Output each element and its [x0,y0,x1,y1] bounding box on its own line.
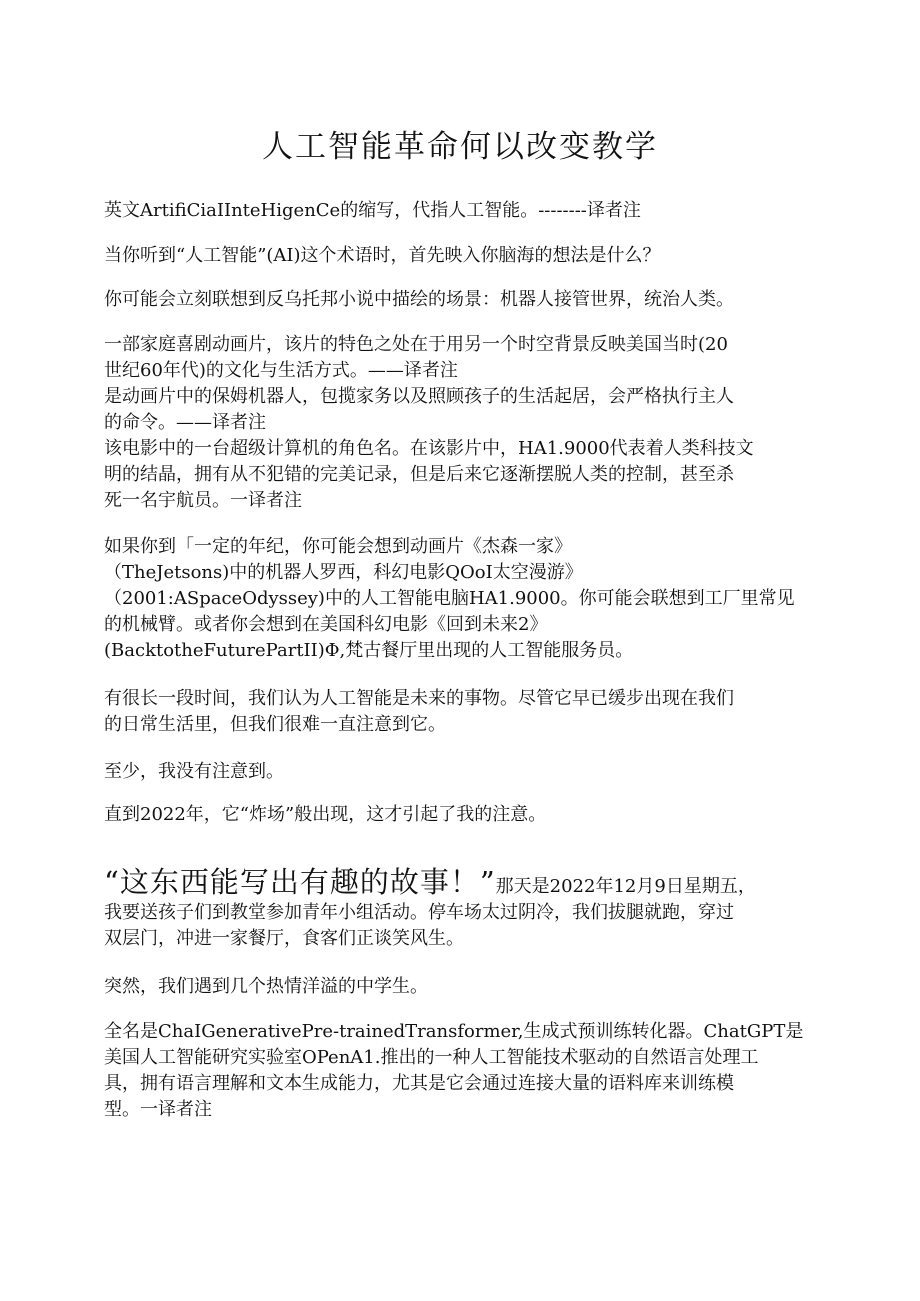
text-line: 的日常生活里，但我们很难一直注意到它。 [104,714,446,735]
translator-notes-block [104,332,814,514]
pull-quote: “这东西能写出有趣的故事！” [104,865,496,899]
paragraph-story [104,866,814,952]
text-line: 型。一译者注 [104,1099,212,1120]
story-first-line [104,866,814,900]
paragraph-students: 突然，我们遇到几个热情洋溢的中学生。 [104,976,428,997]
text-line: 那天是2022年12月9日星期五， [495,876,756,897]
text-line: 的机械臂。或者你会想到在美国科幻电影《回到未来2》 [104,614,548,635]
page-title: 人工智能革命何以改变教学 [262,129,658,165]
text-line: 是动画片中的保姆机器人，包揽家务以及照顾孩子的生活起居，会严格执行主人 [104,386,734,407]
text-line: 双层门，冲进一家餐厅，食客们正谈笑风生。 [104,928,464,949]
text-line: 如果你到「一定的年纪，你可能会想到动画片《杰森一家》 [104,536,572,557]
text-line: 我要送孩子们到教堂参加青年小组活动。停车场太过阴冷，我们拔腿就跑，穿过 [104,902,734,923]
text-line: （2001:ASpaceOdyssey)中的人工智能电脑HA1.9000。你可能会联想到工厂里常见 [104,588,795,609]
text-line: 死一名宇航员。一译者注 [104,490,302,511]
text-line: 全名是ChaIGenerativePre-trainedTransformer,生成式预训练转化器。ChatGPT是 [104,1021,804,1042]
text-line: 世纪60年代)的文化与生活方式。——译者注 [104,360,458,381]
text-line: 的命令。——译者注 [104,412,266,433]
text-line: （TheJetsons)中的机器人罗西，科幻电影QOoI太空漫游》 [104,562,583,583]
paragraph-not-noticed: 至少，我没有注意到。 [104,761,284,782]
paragraph-question: 当你听到“人工智能”(AI)这个术语时，首先映入你脑海的想法是什么？ [104,245,661,266]
text-line: 具，拥有语言理解和文本生成能力，尤其是它会通过连接大量的语料库来训练模 [104,1073,734,1094]
paragraph-dystopia: 你可能会立刻联想到反乌托邦小说中描绘的场景：机器人接管世界，统治人类。 [104,289,734,310]
text-line: (BacktotheFuturePartII)Φ,梵古餐厅里出现的人工智能服务员。 [104,640,634,661]
text-line: 一部家庭喜剧动画片，该片的特色之处在于用另一个时空背景反映美国当时(20 [104,334,728,355]
paragraph-2022: 直到2022年，它“炸场”般出现，这才引起了我的注意。 [104,804,547,825]
translator-note-ai: 英文ArtifiCiaIInteHigenCe的缩写，代指人工智能。--------译者注 [104,200,641,221]
translator-note-chatgpt [104,1019,814,1123]
text-line: 美国人工智能研究实验室OPenA1.推出的一种人工智能技术驱动的自然语言处理工 [104,1047,759,1068]
paragraph-future [104,686,814,738]
paragraph-movies [104,534,814,664]
text-line: 明的结晶，拥有从不犯错的完美记录，但是后来它逐渐摆脱人类的控制，甚至杀 [104,464,734,485]
text-line: 该电影中的一台超级计算机的角色名。在该影片中，HA1.9000代表着人类科技文 [104,438,754,459]
text-line: 有很长一段时间，我们认为人工智能是未来的事物。尽管它早已缓步出现在我们 [104,688,734,709]
